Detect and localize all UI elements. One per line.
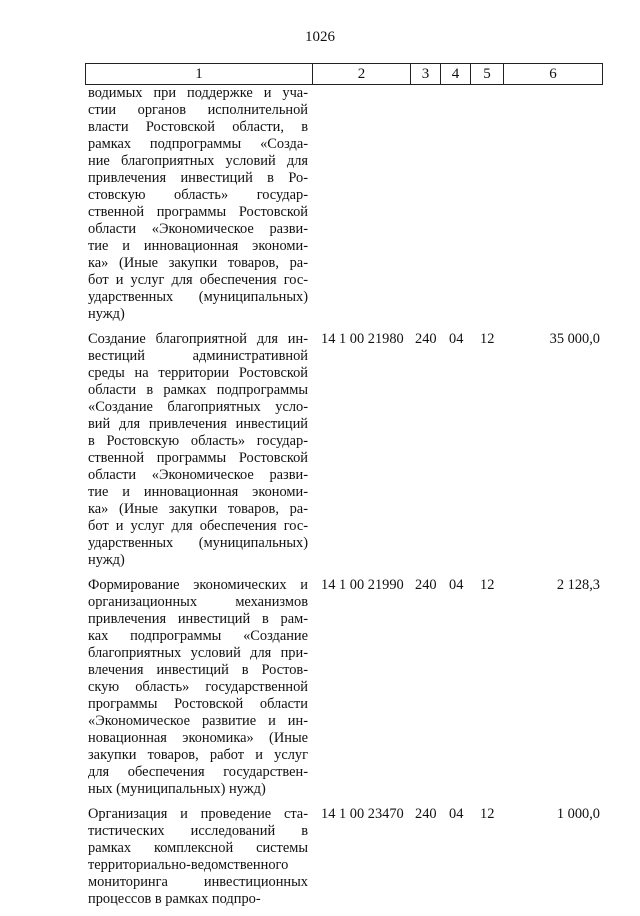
description-line: вестиций административной	[88, 348, 308, 364]
amount: 35 000,0	[549, 331, 600, 347]
description-line: рамках комплексной системы	[88, 840, 308, 856]
target-article-code: 14 1 00 23470	[321, 806, 404, 822]
row-description	[85, 85, 308, 323]
description-line: привлечения инвестиций в рам-	[88, 611, 308, 627]
header-col-5: 5	[471, 64, 504, 84]
description-line: программы Ростовской области	[88, 696, 308, 712]
description-line: для обеспечения государствен-	[88, 764, 308, 780]
description-line: рамках подпрограммы «Созда-	[88, 136, 308, 152]
description-line: Создание благоприятной для ин-	[88, 331, 308, 347]
description-line: бот и услуг для обеспечения гос-	[88, 272, 308, 288]
table-header-row	[85, 63, 603, 85]
row-description	[85, 577, 308, 798]
target-article-code: 14 1 00 21990	[321, 577, 404, 593]
header-col-6: 6	[549, 66, 557, 82]
description-line: нужд)	[88, 552, 125, 568]
description-line: ка» (Иные закупки товаров, ра-	[88, 501, 308, 517]
description-line: области «Экономическое разви-	[88, 467, 308, 483]
table-row	[85, 577, 603, 798]
description-line: тие и инновационная экономи-	[88, 238, 308, 254]
description-line: ственной программы Ростовской	[88, 450, 308, 466]
description-line: ка» (Иные закупки товаров, ра-	[88, 255, 308, 271]
description-line: области «Экономическое разви-	[88, 221, 308, 237]
description-line: Организация и проведение ста-	[88, 806, 308, 822]
header-col-4: 4	[441, 64, 471, 84]
description-line: бот и услуг для обеспечения гос-	[88, 518, 308, 534]
amount: 1 000,0	[556, 806, 600, 822]
description-line: «Экономическое развитие и ин-	[88, 713, 308, 729]
description-line: тистических исследований в	[88, 823, 308, 839]
subsection-code: 12	[480, 577, 495, 593]
description-line: в Ростовскую область» государ-	[88, 433, 308, 449]
table-row	[85, 806, 603, 908]
header-col-2: 2	[313, 64, 411, 84]
description-line: привлечения инвестиций в Ро-	[88, 170, 308, 186]
description-line: ных (муниципальных) нужд)	[88, 781, 266, 797]
description-line: мониторинга инвестиционных	[88, 874, 308, 890]
table-body	[85, 85, 603, 908]
row-description	[85, 806, 308, 908]
section-code: 04	[449, 806, 464, 822]
header-col-1: 1	[86, 64, 313, 84]
description-line: стовскую область» государ-	[88, 187, 308, 203]
description-line: тие и инновационная экономи-	[88, 484, 308, 500]
section-code: 04	[449, 331, 464, 347]
description-line: новационная экономика» (Иные	[88, 730, 308, 746]
expense-type-code: 240	[415, 577, 437, 593]
target-article-code: 14 1 00 21980	[321, 331, 404, 347]
expense-type-code: 240	[415, 331, 437, 347]
description-line: скую область» государственной	[88, 679, 308, 695]
expense-type-code: 240	[415, 806, 437, 822]
table-row	[85, 85, 603, 323]
description-line: среды на территории Ростовской	[88, 365, 308, 381]
section-code: 04	[449, 577, 464, 593]
description-line: нужд)	[88, 306, 125, 322]
description-line: территориально-ведомственного	[88, 857, 289, 873]
description-line: ударственных (муниципальных)	[88, 535, 308, 551]
description-line: ках подпрограммы «Создание	[88, 628, 308, 644]
subsection-code: 12	[480, 331, 495, 347]
description-line: процессов в рамках подпро-	[88, 891, 261, 907]
subsection-code: 12	[480, 806, 495, 822]
budget-table	[85, 63, 603, 916]
header-col-3: 3	[411, 64, 441, 84]
description-line: области в рамках подпрограммы	[88, 382, 308, 398]
description-line: стии органов исполнительной	[88, 102, 308, 118]
description-line: ударственных (муниципальных)	[88, 289, 308, 305]
description-line: вий для привлечения инвестиций	[88, 416, 308, 432]
description-line: ственной программы Ростовской	[88, 204, 308, 220]
table-row	[85, 331, 603, 569]
description-line: водимых при поддержке и уча-	[88, 85, 308, 101]
description-line: «Создание благоприятных усло-	[88, 399, 308, 415]
amount: 2 128,3	[556, 577, 600, 593]
description-line: Формирование экономических и	[88, 577, 308, 593]
description-line: благоприятных условий для при-	[88, 645, 308, 661]
description-line: власти Ростовской области, в	[88, 119, 308, 135]
page-number: 1026	[305, 29, 335, 45]
description-line: организационных механизмов	[88, 594, 308, 610]
description-line: закупки товаров, работ и услуг	[88, 747, 308, 763]
row-description	[85, 331, 308, 569]
description-line: ние благоприятных условий для	[88, 153, 308, 169]
description-line: влечения инвестиций в Ростов-	[88, 662, 308, 678]
